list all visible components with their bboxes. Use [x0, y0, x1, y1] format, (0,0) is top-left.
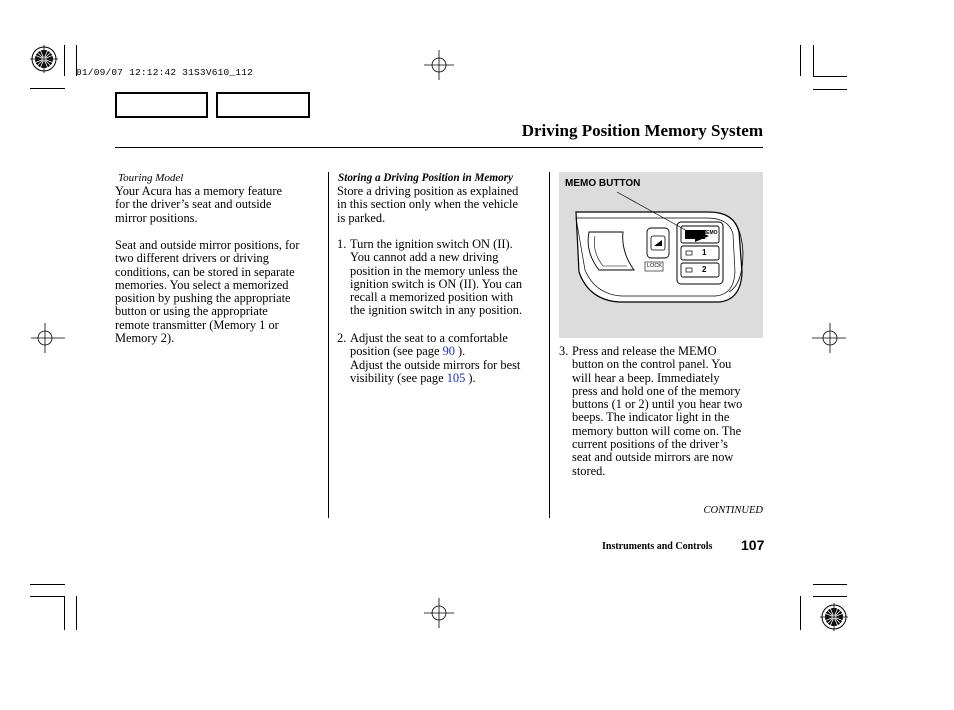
crosshair-icon	[812, 323, 846, 353]
crop-mark	[30, 596, 65, 597]
store-intro-paragraph: Store a driving position as explained in this section only when the vehicle is parked.	[337, 184, 519, 225]
memory-1-button-label: 1	[702, 248, 707, 257]
memo-button-label: MEMO	[702, 230, 718, 236]
header-rule	[115, 147, 763, 148]
model-note: Touring Model	[118, 172, 184, 184]
crop-mark	[30, 584, 65, 585]
memory-paragraph: Seat and outside mirror positions, for two different drivers or driving conditions, can be stored in separate memories. You select a memorized position by pushing the appropriate button or using the appropriate remote transmitter (Memory 1 or Memory 2).	[115, 238, 300, 346]
registration-target-icon	[30, 45, 58, 73]
crosshair-icon	[31, 323, 65, 353]
header-tab-box	[216, 92, 310, 118]
footer-section-name: Instruments and Controls	[602, 541, 713, 552]
crop-mark	[64, 45, 65, 76]
crosshair-icon	[424, 598, 454, 628]
step-number: 1.	[337, 237, 347, 251]
step-number: 3.	[559, 344, 569, 358]
crosshair-icon	[424, 50, 454, 80]
page-link[interactable]: 90	[442, 344, 455, 359]
print-stamp: 01/09/07 12:12:42 31S3V610_112	[76, 67, 254, 78]
page-number: 107	[741, 537, 765, 553]
step-number: 2.	[337, 331, 347, 345]
registration-target-icon	[820, 603, 848, 631]
crop-mark	[64, 596, 65, 630]
crop-mark	[813, 89, 847, 90]
memo-button-figure	[559, 172, 763, 338]
header-tab-box	[115, 92, 208, 118]
section-heading: Storing a Driving Position in Memory	[338, 172, 513, 184]
crop-mark	[813, 45, 814, 76]
figure-label: MEMO BUTTON	[565, 178, 641, 189]
crop-mark	[813, 584, 847, 585]
memory-2-button-label: 2	[702, 265, 707, 274]
page-title: Driving Position Memory System	[521, 121, 763, 140]
step-2: 2. Adjust the seat to a comfortable position (see page 90 ). Adjust the outside mirrors for best visibility (see page 105 ).	[337, 331, 521, 385]
step-3: 3. Press and release the MEMO button on the control panel. You will hear a beep. Immediately press and hold one of the memory buttons (1 or 2) until you hear two beeps. The indicator light in the memory button will come on. The current positions of the driver’s seat and outside mirrors are now stored.	[559, 344, 743, 478]
crop-mark	[800, 45, 801, 76]
crop-mark	[813, 76, 847, 77]
step-1: 1. Turn the ignition switch ON (II). You cannot add a new driving position in the memory unless the ignition switch is ON (II). You can recall a memorized position with the ignition switch in any position.	[337, 237, 523, 318]
continued-note: CONTINUED	[703, 505, 763, 516]
intro-paragraph: Your Acura has a memory feature for the driver’s seat and outside mirror positions.	[115, 184, 282, 225]
lock-switch-label: LOCK	[647, 263, 662, 269]
column-divider	[328, 172, 329, 518]
crop-mark	[76, 596, 77, 630]
column-divider	[549, 172, 550, 518]
door-panel-illustration	[559, 172, 763, 338]
page-link[interactable]: 105	[446, 370, 466, 385]
crop-mark	[813, 596, 847, 597]
crop-mark	[800, 596, 801, 630]
crop-mark	[30, 88, 65, 89]
